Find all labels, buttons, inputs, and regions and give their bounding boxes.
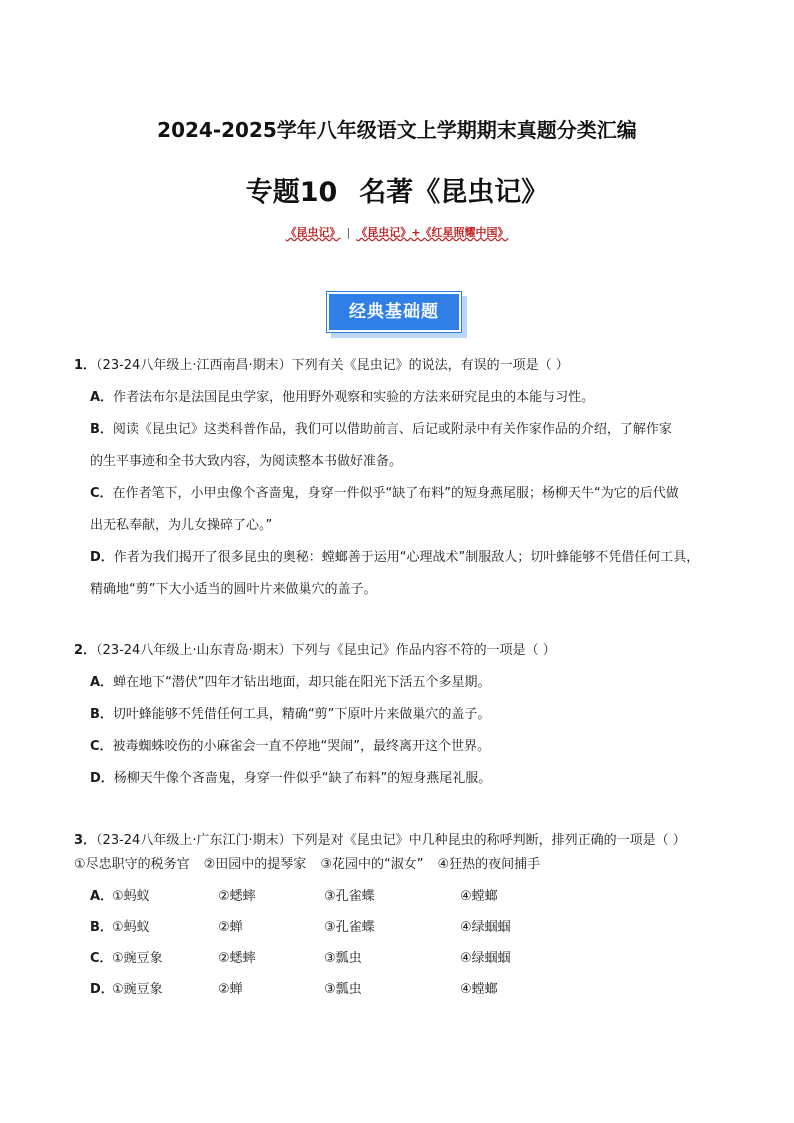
option-b: B．切叶蜂能够不凭借任何工具，精确“剪”下原叶片来做巢穴的盖子。 [90,707,491,722]
option-c: C．在作者笔下，小甲虫像个吝啬鬼，身穿一件似乎“缺了布料”的短身燕尾服；杨柳天牛“为它的后代做 [90,486,679,501]
topic-tags [0,224,794,240]
option-c: C．被毒蜘蛛咬伤的小麻雀会一直不停地“哭闹”，最终离开这个世界。 [90,739,491,754]
topic-number: 专题10 [245,177,338,208]
option-b: B． ①蚂蚁 ②蝉 ③孔雀蝶 ④绿蝈蝈 [90,920,511,935]
document-title: 2024-2025学年八年级语文上学期期末真题分类汇编 [157,118,637,142]
option-b-continued: 的生平事迹和全书大致内容，为阅读整本书做好准备。 [90,454,403,469]
option-b: B．阅读《昆虫记》这类科普作品，我们可以借助前言、后记或附录中有关作家作品的介绍，了解作家 [90,422,672,437]
section-badge-label: 经典基础题 [327,292,461,332]
topic-name: 名著《昆虫记》 [359,177,549,208]
description-3: ③花园中的“淑女” [320,857,424,872]
option-c-continued: 出无私奉献，为儿女操碎了心。” [90,518,273,533]
option-d-continued: 精确地“剪”下大小适当的圆叶片来做巢穴的盖子。 [90,582,377,597]
question-1 [74,357,754,613]
insect-descriptions [74,856,754,888]
question-number: 3． [74,833,97,848]
option-d: D．作者为我们揭开了很多昆虫的奥秘：螳螂善于运用“心理战术”制服敌人；切叶蜂能够不凭借任何工具， [90,550,700,565]
topic-heading [0,170,794,209]
tag-combined: 《昆虫记》+《红星照耀中国》 [356,226,509,239]
description-4: ④狂热的夜间捕手 [437,857,541,872]
question-3 [74,832,754,1012]
question-number: 1． [74,358,97,373]
option-d: D．杨柳天牛像个吝啬鬼，身穿一件似乎“缺了布料”的短身燕尾礼服。 [90,771,492,786]
question-stem: （23-24八年级上·广东江门·期末）下列是对《昆虫记》中几种昆虫的称呼判断，排列正确的一项是（ ） [96,833,686,848]
question-stem: （23-24八年级上·江西南昌·期末）下列有关《昆虫记》的说法，有误的一项是（ ） [96,358,569,373]
option-c: C． ①豌豆象 ②蟋蟀 ③瓢虫 ④绿蝈蝈 [90,951,511,966]
description-2: ②田园中的提琴家 [203,857,307,872]
option-a: A．作者法布尔是法国昆虫学家，他用野外观察和实验的方法来研究昆虫的本能与习性。 [90,390,595,405]
tag-kunchongji: 《昆虫记》 [285,226,341,239]
question-number: 2． [74,643,97,658]
option-d: D． ①豌豆象 ②蝉 ③瓢虫 ④螳螂 [90,982,498,997]
question-stem: （23-24八年级上·山东青岛·期末）下列与《昆虫记》作品内容不符的一项是（ ） [96,643,556,658]
option-a: A． ①蚂蚁 ②蟋蟀 ③孔雀蝶 ④螳螂 [90,889,498,904]
tag-separator: | [346,226,351,239]
section-badge [327,292,467,338]
option-a: A．蝉在地下“潜伏”四年才钻出地面，却只能在阳光下活五个多星期。 [90,675,491,690]
description-1: ①尽忠职守的税务官 [74,857,190,872]
question-2 [74,642,754,802]
